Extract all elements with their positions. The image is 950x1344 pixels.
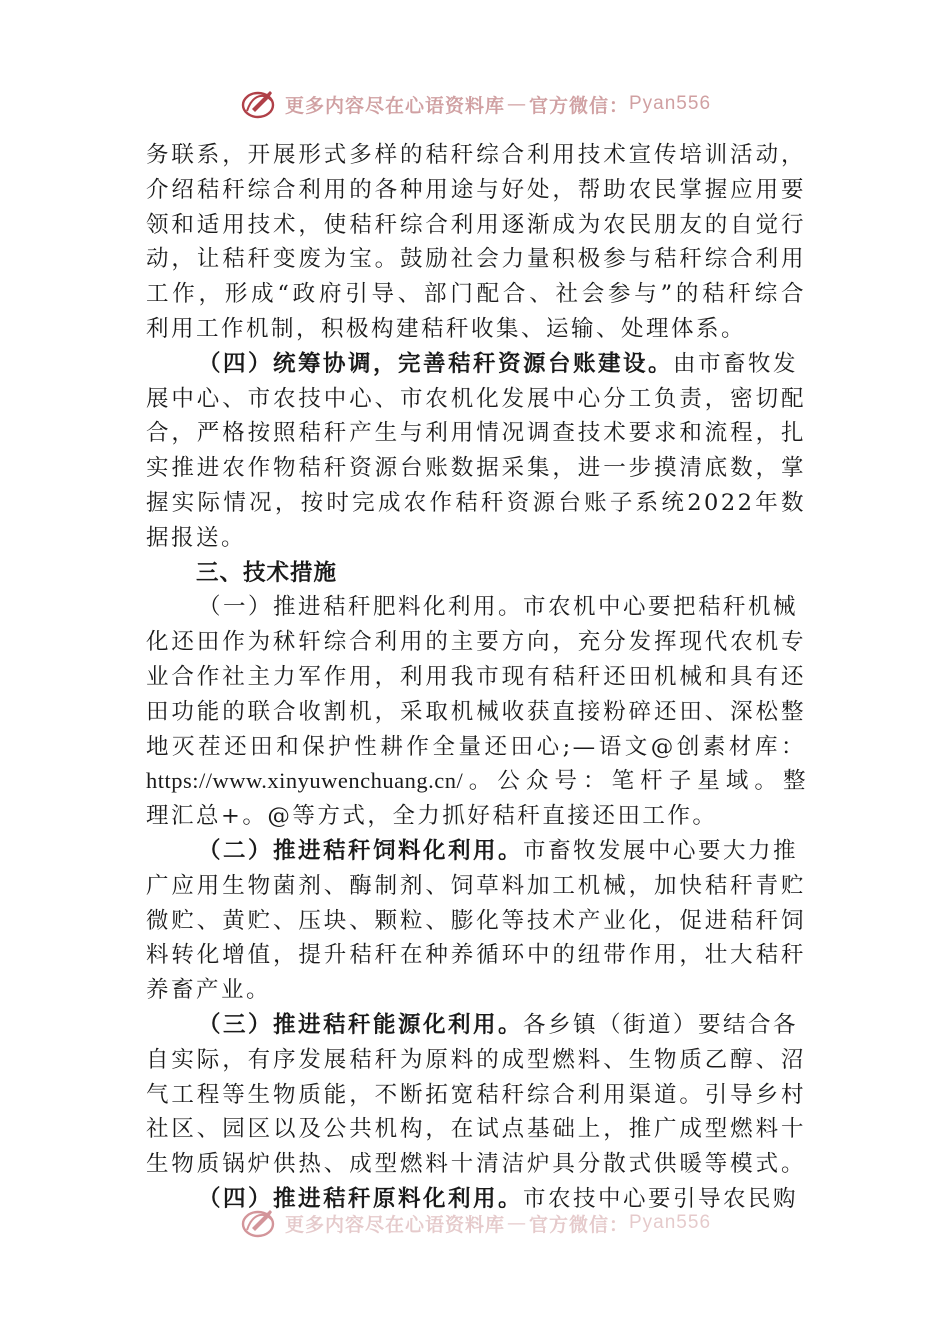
text-line: 利用工作机制，积极构建秸秆收集、运输、处理体系。 <box>146 315 747 342</box>
paragraph-first-line <box>146 1008 806 1043</box>
text-line: 实推进农作物秸秆资源台账数据采集，进一步摸清底数，掌 <box>146 455 806 482</box>
watermark-separator: — <box>506 93 527 115</box>
text-line: 自实际，有序发展秸秆为原料的成型燃料、生物质乙醇、沼 <box>146 1046 806 1073</box>
watermark-separator: — <box>506 1212 527 1234</box>
watermark-footer <box>0 1203 950 1243</box>
text-line: 据报送。 <box>146 524 247 551</box>
watermark-wechat-id: Pyan556 <box>629 1212 712 1233</box>
text-line: 理汇总+。@等方式，全力抓好秸秆直接还田工作。 <box>146 803 718 830</box>
text-line: 合，严格按照秸秆产生与利用情况调查技术要求和流程，扎 <box>146 420 806 447</box>
text-line: 化还田作为秫轩综合利用的主要方向，充分发挥现代农机专 <box>146 629 806 656</box>
watermark-text: 更多内容尽在心语资料库 <box>284 94 505 117</box>
paragraph-first-line: （一）推进秸秆肥料化利用。市农机中心要把秸秆机械 <box>198 594 799 621</box>
text-line: 生物质锅炉供热、成型燃料十清洁炉具分散式供暖等模式。 <box>146 1151 806 1178</box>
text-line: 气工程等生物质能，不断拓宽秸秆综合利用渠道。引导乡村 <box>146 1081 806 1108</box>
text-line: 领和适用技术，使秸秆综合利用逐渐成为农民朋友的自觉行 <box>146 211 806 238</box>
watermark-text: 更多内容尽在心语资料库 <box>284 1213 505 1236</box>
text-line: 握实际情况，按时完成农作秸秆资源台账子系统2022年数 <box>146 489 806 516</box>
bold-lead: （四）推进秸秆原料化利用。 <box>198 1185 524 1212</box>
bold-lead: （二）推进秸秆饲料化利用。 <box>198 837 524 864</box>
text-line: 业合作社主力军作用，利用我市现有秸秆还田机械和具有还 <box>146 663 806 690</box>
logo-icon <box>239 1206 279 1240</box>
watermark-wechat-label: 官方微信： <box>528 94 629 117</box>
paragraph-first-line <box>146 347 806 382</box>
text-line: 地灭茬还田和保护性耕作全量还田心;—语文@创素材库： <box>146 733 806 760</box>
watermark-wechat-id: Pyan556 <box>629 93 712 114</box>
bold-lead: （四）统筹协调，完善秸秆资源台账建设。 <box>198 350 674 377</box>
text-line: 介绍秸秆综合利用的各种用途与好处，帮助农民掌握应用要 <box>146 176 806 203</box>
section-heading: 三、技术措施 <box>196 559 338 586</box>
text-line: 料转化增值，提升秸秆在种养循环中的纽带作用，壮大秸秆 <box>146 942 806 969</box>
text-line: 社区、园区以及公共机构，在试点基础上，推广成型燃料十 <box>146 1116 806 1143</box>
text-line-url: https://www.xinyuwenchuang.cn/。公众号：笔杆子星域。整 <box>146 768 806 794</box>
text-line: 广应用生物菌剂、酶制剂、饲草料加工机械，加快秸秆青贮 <box>146 872 806 899</box>
paragraph-first-line <box>146 834 806 869</box>
line-rest: 市畜牧发展中心要大力推 <box>523 837 799 864</box>
body-text <box>146 138 806 1217</box>
text-line: 微贮、黄贮、压块、颗粒、膨化等技术产业化，促进秸秆饲 <box>146 907 806 934</box>
text-line: 工作，形成“政府引导、部门配合、社会参与”的秸秆综合 <box>146 281 806 308</box>
watermark-wechat-label: 官方微信： <box>528 1213 629 1236</box>
text-line: 养畜产业。 <box>146 977 272 1004</box>
text-line: 动，让秸秆变废为宝。鼓励社会力量积极参与秸秆综合利用 <box>146 246 806 273</box>
bold-lead: （三）推进秸秆能源化利用。 <box>198 1011 524 1038</box>
text-line: 展中心、市农技中心、市农机化发展中心分工负责，密切配 <box>146 385 806 412</box>
line-rest: 市农技中心要引导农民购 <box>523 1185 799 1212</box>
watermark-header <box>0 84 950 124</box>
text-line: 田功能的联合收割机，采取机械收获直接粉碎还田、深松整 <box>146 698 806 725</box>
line-rest: 由市畜牧发 <box>673 350 799 377</box>
logo-icon <box>239 87 279 121</box>
line-rest: 各乡镇（街道）要结合各 <box>523 1011 799 1038</box>
text-line: 务联系，开展形式多样的秸秆综合利用技术宣传培训活动， <box>146 142 806 168</box>
